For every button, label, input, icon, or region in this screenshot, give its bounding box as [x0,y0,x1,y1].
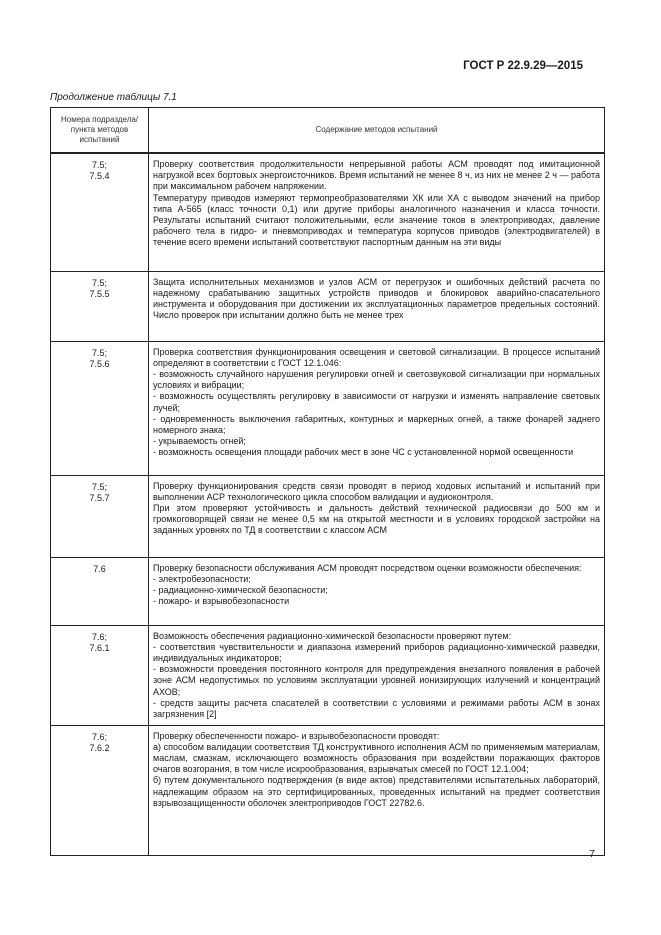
method-paragraph: Проверку функционирования средств связи проводят в период ходовых испытаний и испытаний при выполнении АСР технологического цикла способом валидации и аудиоконтроля. [153,480,600,502]
method-paragraph: Защита исполнительных механизмов и узлов АСМ от перегрузок и ошибочных действий расчета по надежному срабатыванию защитных устройств приводов и блокировок аварийно-спасательного инструмента и оборудования при достижении их эксплуатационных параметров предельных состояний. Число проверок при испытании должно быть не менее трех [153,276,600,321]
column-header-method-content: Содержание методов испытаний [149,108,605,154]
section-number: 7.5; [91,160,107,170]
column-header-section-number: Номера подраздела/ пункта методов испытаний [51,108,149,154]
section-number-cell [51,153,149,271]
method-content-cell [149,557,605,625]
method-paragraph: - средств защиты расчета спасателей в соответствии с условиями и режимами работы АСМ в зонах загрязнения [2] [153,697,600,719]
section-number-cell [51,475,149,557]
method-paragraph: - возможность освещения площади рабочих мест в зоне ЧС с установленной нормой освещенности [153,447,574,458]
section-number-cell [51,341,149,475]
section-number: 7.6 [93,563,106,574]
table-row [51,153,605,271]
method-content-cell [149,625,605,725]
section-number-cell [51,725,149,855]
table-header-row [51,108,605,154]
method-content-cell [149,153,605,271]
section-number: 7.5; [91,277,107,288]
section-number-cell [51,271,149,341]
document-id: ГОСТ Р 22.9.29—2015 [463,60,583,72]
section-number: 7.6; [91,731,107,742]
method-paragraph: - возможности проведения постоянного контроля для предупреждения внезапного появления в рабочей зоне АСМ недопустимых по условиям эксплуатации уровней ионизирующих излучений и концентраций АХОВ; [153,664,600,697]
table-continuation-caption: Продолжение таблицы 7.1 [50,92,177,103]
method-paragraph: Температуру приводов измеряют термопреобразователями ХК или ХА с выводом значений на прибор типа А-565 (класс точности 0,1) или другие приборы аналогичного назначения и класса точности. Результаты испытаний считают положительными, если значение токов в электроприводах, давление рабочего тела в гидро- и пневмоприводах и температура корпусов приводов (электродвигателей) в течение всего времени испытаний соответствуют паспортным данным на эти виды [153,192,600,248]
method-content-cell [149,271,605,341]
method-paragraph: Проверка соответствия функционирования освещения и световой сигнализации. В процессе испытаний определяют в соответствии с ГОСТ 12.1.046: [153,346,600,368]
method-paragraph: Проверку безопасности обслуживания АСМ проводят посредством оценки возможности обеспечения: [153,562,582,573]
method-paragraph: - укрываемость огней; [153,436,246,447]
section-number: 7.6.2 [89,742,110,753]
page-number: 7 [589,848,595,860]
section-number: 7.5.5 [89,288,110,299]
method-paragraph: - возможность осуществлять регулировку в зависимости от нагрузки и изменять направление световых лучей; [153,391,600,413]
section-number: 7.6.1 [89,642,110,653]
method-paragraph: - соответствия чувствительности и диапазона измерений приборов радиационно-химической разведки, индивидуальных индикаторов; [153,641,600,663]
method-paragraph: - радиационно-химической безопасности; [153,584,328,595]
table-row [51,341,605,475]
method-paragraph: - возможность случайного нарушения регулировки огней и светозвуковой сигнализации при нормальных условиях и вибрации; [153,368,600,391]
method-content-cell [149,475,605,557]
method-paragraph: - одновременность выключения габаритных, контурных и маркерных огней, а также фонарей заднего номерного знака; [153,413,600,435]
method-paragraph: Проверку соответствия продолжительности непрерывной работы АСМ проводят под имитационной нагрузкой всех бортовых энергоисточников. Время испытаний не менее 8 ч, из них не менее 2 ч — работа при максимальном рабочем напряжении. [153,159,600,192]
method-paragraph: - электробезопасности; [153,573,251,584]
method-paragraph: При этом проверяют устойчивость и дальность действий технической радиосвязи до 500 км и громкоговорящей связи не менее 0,5 км на открытой местности и в условиях городской застройки на заданных уровнях по ТД в соответствии с классом АСМ [153,502,600,536]
section-number: 7.5.7 [89,492,110,503]
section-number: 7.5; [91,481,107,492]
table-row [51,725,605,855]
section-number-cell [51,557,149,625]
section-number: 7.5.6 [89,358,110,369]
method-content-cell [149,725,605,855]
table-row [51,271,605,341]
methods-table [50,107,605,856]
table-row [51,557,605,625]
method-paragraph: Проверку обеспеченности пожаро- и взрывобезопасности проводят: [153,730,440,741]
method-paragraph: б) путем документального подтверждения (в виде актов) представителями испытательных лабораторий, надлежащим образом на это сертифицированных, проведенных испытаний на предмет соответствия взрывозащищенности оболочек электроприводов ГОСТ 22782.6. [153,775,600,808]
method-paragraph: Возможность обеспечения радиационно-химической безопасности проверяют путем: [153,630,512,641]
method-paragraph: а) способом валидации соответствия ТД конструктивного исполнения АСМ по применяемым материалам, маслам, смазкам, исключающего возможность образования при воздействии поражающих факторов очагов возгорания, в том числе искрообразования, взрывчатых смесей по ГОСТ 12.1.004; [153,741,600,775]
section-number: 7.5; [91,347,107,358]
table-row [51,475,605,557]
section-number-cell [51,625,149,725]
section-number: 7.5.4 [89,171,110,182]
section-number: 7.6; [91,631,107,642]
method-paragraph: - пожаро- и взрывобезопасности [153,596,290,607]
table-row [51,625,605,725]
method-content-cell [149,341,605,475]
